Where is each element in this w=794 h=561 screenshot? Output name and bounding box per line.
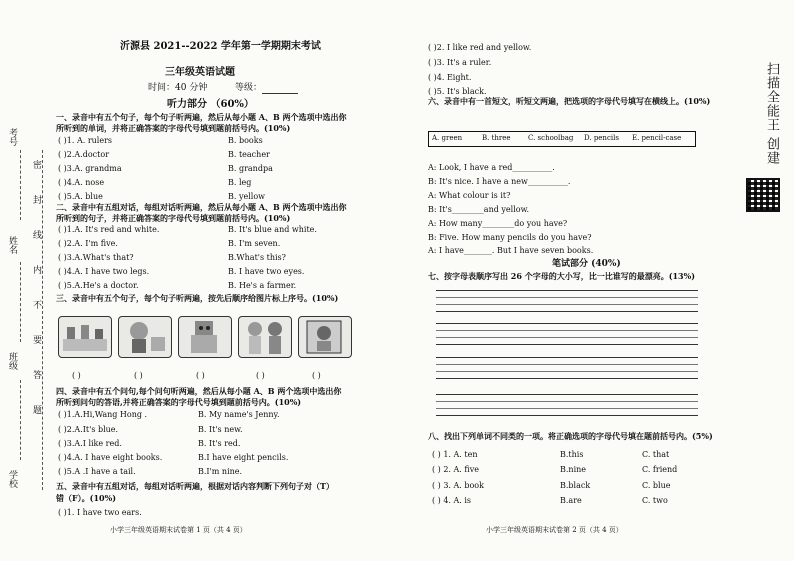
s1-q3-b: B. grandpa [228, 164, 273, 173]
writing-line[interactable] [436, 378, 698, 379]
option-d: D. pencils [584, 134, 619, 142]
s4-q2-b: B. It's new. [198, 425, 243, 434]
s2-q2-b: B. I'm seven. [228, 239, 281, 248]
writing-line[interactable] [436, 364, 698, 365]
dialogue-line-2: B: It's nice. I have a new__________. [428, 177, 571, 186]
s8-q2-c: C. friend [642, 465, 678, 474]
s4-q3-a: ( )3.A.I like red. [58, 439, 122, 448]
s8-q1-b: B.this [560, 450, 584, 459]
seal-char: 要 [31, 335, 41, 344]
dialogue-line-5: A: How many________do you have? [428, 219, 568, 228]
margin-kaohao-label: 考号 [7, 128, 17, 146]
writing-line[interactable] [436, 337, 698, 338]
section5-instruction-line1: 五、录音中有五组对话，每组对话听两遍，根据对话内容判断下列句子对（T） [56, 481, 334, 491]
s2-q4-b: B. I have two eyes. [228, 267, 305, 276]
s4-q1-a: ( )1.A.Hi,Wang Hong . [58, 410, 148, 419]
s4-q4-b: B.I have eight pencils. [198, 453, 289, 462]
footer-page-2: 小学三年级英语期末试卷第 2 页（共 4 页） [486, 526, 623, 534]
s8-q2-b: B.nine [560, 465, 587, 474]
s8-q4-b: B.are [560, 496, 582, 505]
writing-line[interactable] [436, 401, 698, 402]
s8-q2: ( ) 2. A. five [432, 465, 479, 474]
margin-xuexiao-label: 学校 [7, 470, 17, 488]
writing-line[interactable] [436, 323, 698, 324]
s8-q1-c: C. that [642, 450, 670, 459]
dialogue-line-1: A: Look, I have a red__________. [428, 163, 555, 172]
writing-line[interactable] [436, 371, 698, 372]
writing-line[interactable] [436, 408, 698, 409]
s5-q2: ( )2. I like red and yellow. [428, 43, 532, 52]
s5-q5: ( )5. It's black. [428, 87, 487, 96]
seal-char: 密 [31, 160, 41, 169]
s1-q1-b: B. books [228, 136, 263, 145]
s4-q3-b: B. It's red. [198, 439, 241, 448]
picture-boy [118, 316, 172, 358]
s2-q3-a: ( )3.A.What's that? [58, 253, 134, 262]
seal-char: 线 [31, 230, 41, 239]
exam-subtitle: 三年级英语试题 [165, 67, 235, 78]
s2-q2-a: ( )2.A. I'm five. [58, 239, 118, 248]
s4-q4-a: ( )4.A. I have eight books. [58, 453, 163, 462]
margin-xingming-label: 姓名 [7, 236, 17, 254]
writing-line[interactable] [436, 415, 698, 416]
s1-q2-b: B. teacher [228, 150, 270, 159]
s4-q1-b: B. My name's Jenny. [198, 410, 280, 419]
s2-q1-a: ( )1.A. It's red and white. [58, 225, 160, 234]
dialogue-line-6: B: Five. How many pencils do you have? [428, 233, 592, 242]
exam-title: 沂源县 2021--2022 学年第一学期期末考试 [120, 41, 321, 52]
qr-code-icon [746, 178, 780, 212]
listening-title: 听力部分 （60%） [167, 99, 254, 110]
s3-blank-2[interactable]: ( ) [134, 371, 143, 380]
s1-q5-b: B. yellow [228, 192, 265, 201]
writing-line[interactable] [436, 330, 698, 331]
seal-char: 不 [31, 300, 41, 309]
s3-blank-5[interactable]: ( ) [312, 371, 321, 380]
writing-line[interactable] [436, 394, 698, 395]
seal-char: 内 [31, 265, 41, 274]
picture-children [238, 316, 292, 358]
writing-line[interactable] [436, 304, 698, 305]
picture-classroom [58, 316, 112, 358]
section7-instruction: 七、按字母表顺序写出 26 个字母的大小写，比一比谁写的最漂亮。(13%) [428, 271, 696, 281]
s5-q4: ( )4. Eight. [428, 73, 472, 82]
s1-q5-a: ( )5.A. blue [58, 192, 103, 201]
section8-instruction: 八、找出下列单词不同类的一项。将正确选项的字母代号填在题前括号内。(5%) [428, 431, 713, 441]
s1-q4-a: ( )4.A. nose [58, 178, 105, 187]
picture-robot [178, 316, 232, 358]
s2-q1-b: B. It's blue and white. [228, 225, 317, 234]
writing-line[interactable] [436, 290, 698, 291]
section6-instruction: 六、录音中有一首短文，听短文两遍，把选项的字母代号填写在横线上。(10%) [428, 96, 711, 106]
s3-blank-1[interactable]: ( ) [72, 371, 81, 380]
scanner-watermark: 扫描全能王 创建 [764, 62, 779, 166]
writing-line[interactable] [436, 297, 698, 298]
s2-q5-a: ( )5.A.He's a doctor. [58, 281, 139, 290]
writing-line[interactable] [436, 311, 698, 312]
s8-q4-c: C. two [642, 496, 668, 505]
s8-q3: ( ) 3. A. book [432, 481, 484, 490]
dialogue-line-7: A: I have_______. But I have seven books. [428, 246, 594, 255]
dialogue-line-3: A: What colour is it? [428, 191, 511, 200]
margin-line [20, 150, 21, 220]
s2-q5-b: B. He's a farmer. [228, 281, 297, 290]
margin-banji-label: 班级 [7, 352, 17, 370]
s4-q5-b: B.I'm nine. [198, 467, 243, 476]
option-e: E. pencil-case [632, 134, 682, 142]
writing-line[interactable] [436, 357, 698, 358]
section1-instruction: 一、录音中有五个句子，每个句子听两遍，然后从每小题 A、B 两个选项中选出你所听到的单词，并将正确答案的字母代号填到题前括号内。(10%) [56, 112, 347, 133]
s8-q1: ( ) 1. A. ten [432, 450, 478, 459]
s1-q2-a: ( )2.A.doctor [58, 150, 110, 159]
section3-instruction: 三、录音中有五个句子，每个句子听两遍，按先后顺序给图片标上序号。(10%) [56, 293, 339, 303]
s5-q1: ( )1. I have two ears. [58, 508, 142, 517]
s5-q3: ( )3. It's a ruler. [428, 58, 492, 67]
section2-instruction: 二、录音中有五组对话，每组对话听两遍，然后从每小题 A、B 两个选项中选出你所听到的句子，并将正确答案的字母代号填到题前括号内。(10%) [56, 202, 347, 223]
section4-instruction: 四、录音中有五个问句,每个问句听两遍，然后从每小题 A、B 两个选项中选出你所听到问句的答语,并将正确答案的字母代号填到题前括号内。(10%) [56, 386, 342, 407]
s1-q4-b: B. leg [228, 178, 252, 187]
written-title: 笔试部分 (40%) [552, 259, 621, 269]
margin-line [20, 262, 21, 342]
s8-q3-b: B.black [560, 481, 591, 490]
s8-q3-c: C. blue [642, 481, 671, 490]
grade-blank [262, 93, 298, 94]
writing-line[interactable] [436, 344, 698, 345]
seal-char: 题 [31, 405, 41, 414]
s4-q5-a: ( )5.A .I have a tail. [58, 467, 136, 476]
section5-instruction-line2: 错（F）。(10%) [56, 493, 116, 503]
option-b: B. three [482, 134, 511, 142]
dialogue-line-4: B: It's________and yellow. [428, 205, 530, 214]
seal-char: 答 [31, 370, 41, 379]
s4-q2-a: ( )2.A.It's blue. [58, 425, 119, 434]
picture-frame [298, 316, 352, 358]
s2-q4-a: ( )4.A. I have two legs. [58, 267, 150, 276]
s3-blank-3[interactable]: ( ) [196, 371, 205, 380]
s1-q1-a: ( )1. A. rulers [58, 136, 113, 145]
s1-q3-a: ( )3.A. grandma [58, 164, 122, 173]
s8-q4: ( ) 4. A. is [432, 496, 472, 505]
footer-page-1: 小学三年级英语期末试卷第 1 页（共 4 页） [110, 526, 247, 534]
option-c: C. schoolbag [528, 134, 574, 142]
margin-line [20, 380, 21, 460]
seal-char: 封 [31, 195, 41, 204]
s2-q3-b: B.What's this? [228, 253, 286, 262]
exam-grade-label: 等级： [235, 83, 263, 93]
exam-time: 时间：40 分钟 [148, 83, 208, 93]
option-a: A. green [432, 134, 463, 142]
s3-blank-4[interactable]: ( ) [256, 371, 265, 380]
